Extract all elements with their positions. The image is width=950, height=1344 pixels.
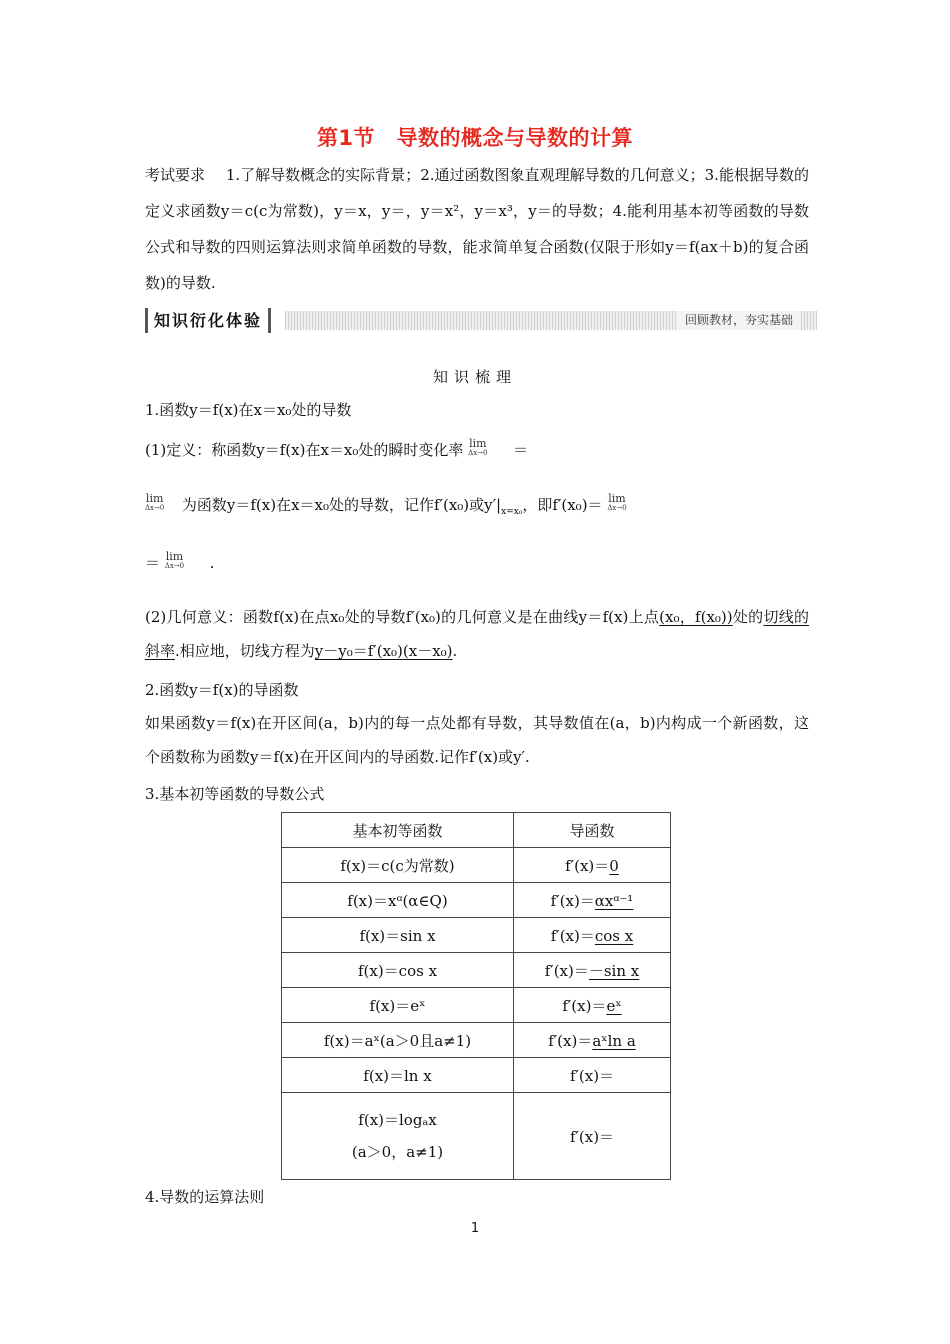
table-cell: f′(x)＝－sin x: [514, 953, 671, 988]
answer-blank: eˣ: [606, 996, 622, 1015]
answer-blank: αxᵅ⁻¹: [594, 891, 634, 910]
table-cell: f′(x)＝eˣ: [514, 988, 671, 1023]
table-header: 导函数: [514, 813, 671, 848]
table-cell: f′(x)＝aˣln a: [514, 1023, 671, 1058]
geo-text: 处的: [732, 608, 764, 626]
table-cell: f′(x)＝: [514, 1058, 671, 1093]
log-function: f(x)＝logₐx: [358, 1111, 437, 1129]
eval-subscript: x=x₀: [501, 507, 523, 517]
definition-text: 为函数y＝f(x)在x＝x₀处的导数，记作f′(x₀)或y′|: [181, 496, 502, 514]
geo-text: (2)几何意义：函数f(x)在点x₀处的导数f′(x₀)的几何意义是在曲线y＝f(x)上点: [145, 608, 660, 626]
period: .: [209, 554, 215, 572]
geometric-meaning: [145, 600, 809, 668]
requirements-text: 1.了解导数概念的实际背景；2.通过函数图象直观理解导数的几何意义；3.能根据导数的定义求函数y＝c(c为常数)，y＝x，y＝，y＝x²，y＝x³，y＝的导数；4.能利用基本初等函数的导数公式和导数的四则运算法则求简单函数的导数，能求简单复合函数(仅限于形如y＝f(ax＋b)的复合函数)的导数.: [145, 166, 809, 292]
limit-symbol: lim Δx→0: [164, 550, 185, 570]
geo-text: .相应地，切线方程为: [175, 642, 315, 660]
definition-line-1: [145, 439, 528, 460]
requirements-label: 考试要求: [145, 166, 206, 184]
section-bar: [145, 308, 817, 333]
point-answer: (x₀，f(x₀)): [659, 608, 733, 626]
table-cell: f(x)＝sin x: [282, 918, 514, 953]
table-row: [282, 883, 671, 918]
equals-sign: ＝: [513, 441, 529, 459]
answer-blank: aˣln a: [592, 1031, 636, 1050]
section-tag: 知识衍化体验: [145, 308, 271, 333]
definition-line-2: [145, 494, 627, 517]
table-cell: f′(x)＝: [514, 1093, 671, 1180]
answer-blank: 0: [609, 856, 619, 875]
limit-symbol: lim Δx→0: [145, 492, 165, 512]
table-cell: f(x)＝eˣ: [282, 988, 514, 1023]
slope-answer: 切线的斜率: [145, 608, 809, 660]
table-header: 基本初等函数: [282, 813, 514, 848]
answer-blank: cos x: [594, 926, 634, 945]
table-cell: [282, 1093, 514, 1180]
table-cell: f′(x)＝0: [514, 848, 671, 883]
table-row: [282, 988, 671, 1023]
limit-symbol: lim Δx→0: [607, 492, 627, 512]
table-cell: f(x)＝c(c为常数): [282, 848, 514, 883]
item4-heading: 4.导数的运算法则: [145, 1188, 265, 1206]
table-row: [282, 953, 671, 988]
geo-text: .: [452, 642, 458, 660]
table-header-row: [282, 813, 671, 848]
equals-sign: ＝: [145, 554, 161, 572]
table-row: [282, 848, 671, 883]
table-cell: f(x)＝aˣ(a＞0且a≠1): [282, 1023, 514, 1058]
section-slogan: 回顾教材，夯实基础: [677, 311, 801, 330]
table-row: [282, 1093, 671, 1180]
table-row: [282, 1023, 671, 1058]
answer-blank: －sin x: [588, 961, 640, 980]
sub-heading: 知识梳理: [432, 368, 517, 386]
table-cell: f(x)＝xᵅ(α∈Q): [282, 883, 514, 918]
exam-requirements: [145, 157, 809, 301]
table-cell: f(x)＝cos x: [282, 953, 514, 988]
item3-heading: 3.基本初等函数的导数公式: [145, 785, 325, 803]
table-cell: f′(x)＝αxᵅ⁻¹: [514, 883, 671, 918]
page-number: 1: [470, 1221, 480, 1236]
limit-symbol: lim Δx→0: [468, 437, 488, 457]
table-cell: f(x)＝ln x: [282, 1058, 514, 1093]
log-condition: (a＞0，a≠1): [351, 1143, 444, 1161]
definition-text: ，即f′(x₀)＝: [522, 496, 603, 514]
table-row: [282, 1058, 671, 1093]
tangent-equation-answer: y－y₀＝f′(x₀)(x－x₀): [314, 642, 453, 660]
item2-heading: 2.函数y＝f(x)的导函数: [145, 681, 299, 699]
definition-line-3: [145, 552, 214, 573]
item2-text: 如果函数y＝f(x)在开区间(a，b)内的每一点处都有导数，其导数值在(a，b)内构成一个新函数，这个函数称为函数y＝f(x)在开区间内的导函数.记作f′(x)或y′.: [145, 714, 809, 766]
table-cell: f′(x)＝cos x: [514, 918, 671, 953]
page-title: 第1节 导数的概念与导数的计算: [316, 126, 634, 150]
definition-text: (1)定义：称函数y＝f(x)在x＝x₀处的瞬时变化率: [145, 441, 464, 459]
item1-heading: 1.函数y＝f(x)在x＝x₀处的导数: [145, 401, 352, 419]
derivative-table: [281, 812, 671, 1180]
table-row: [282, 918, 671, 953]
